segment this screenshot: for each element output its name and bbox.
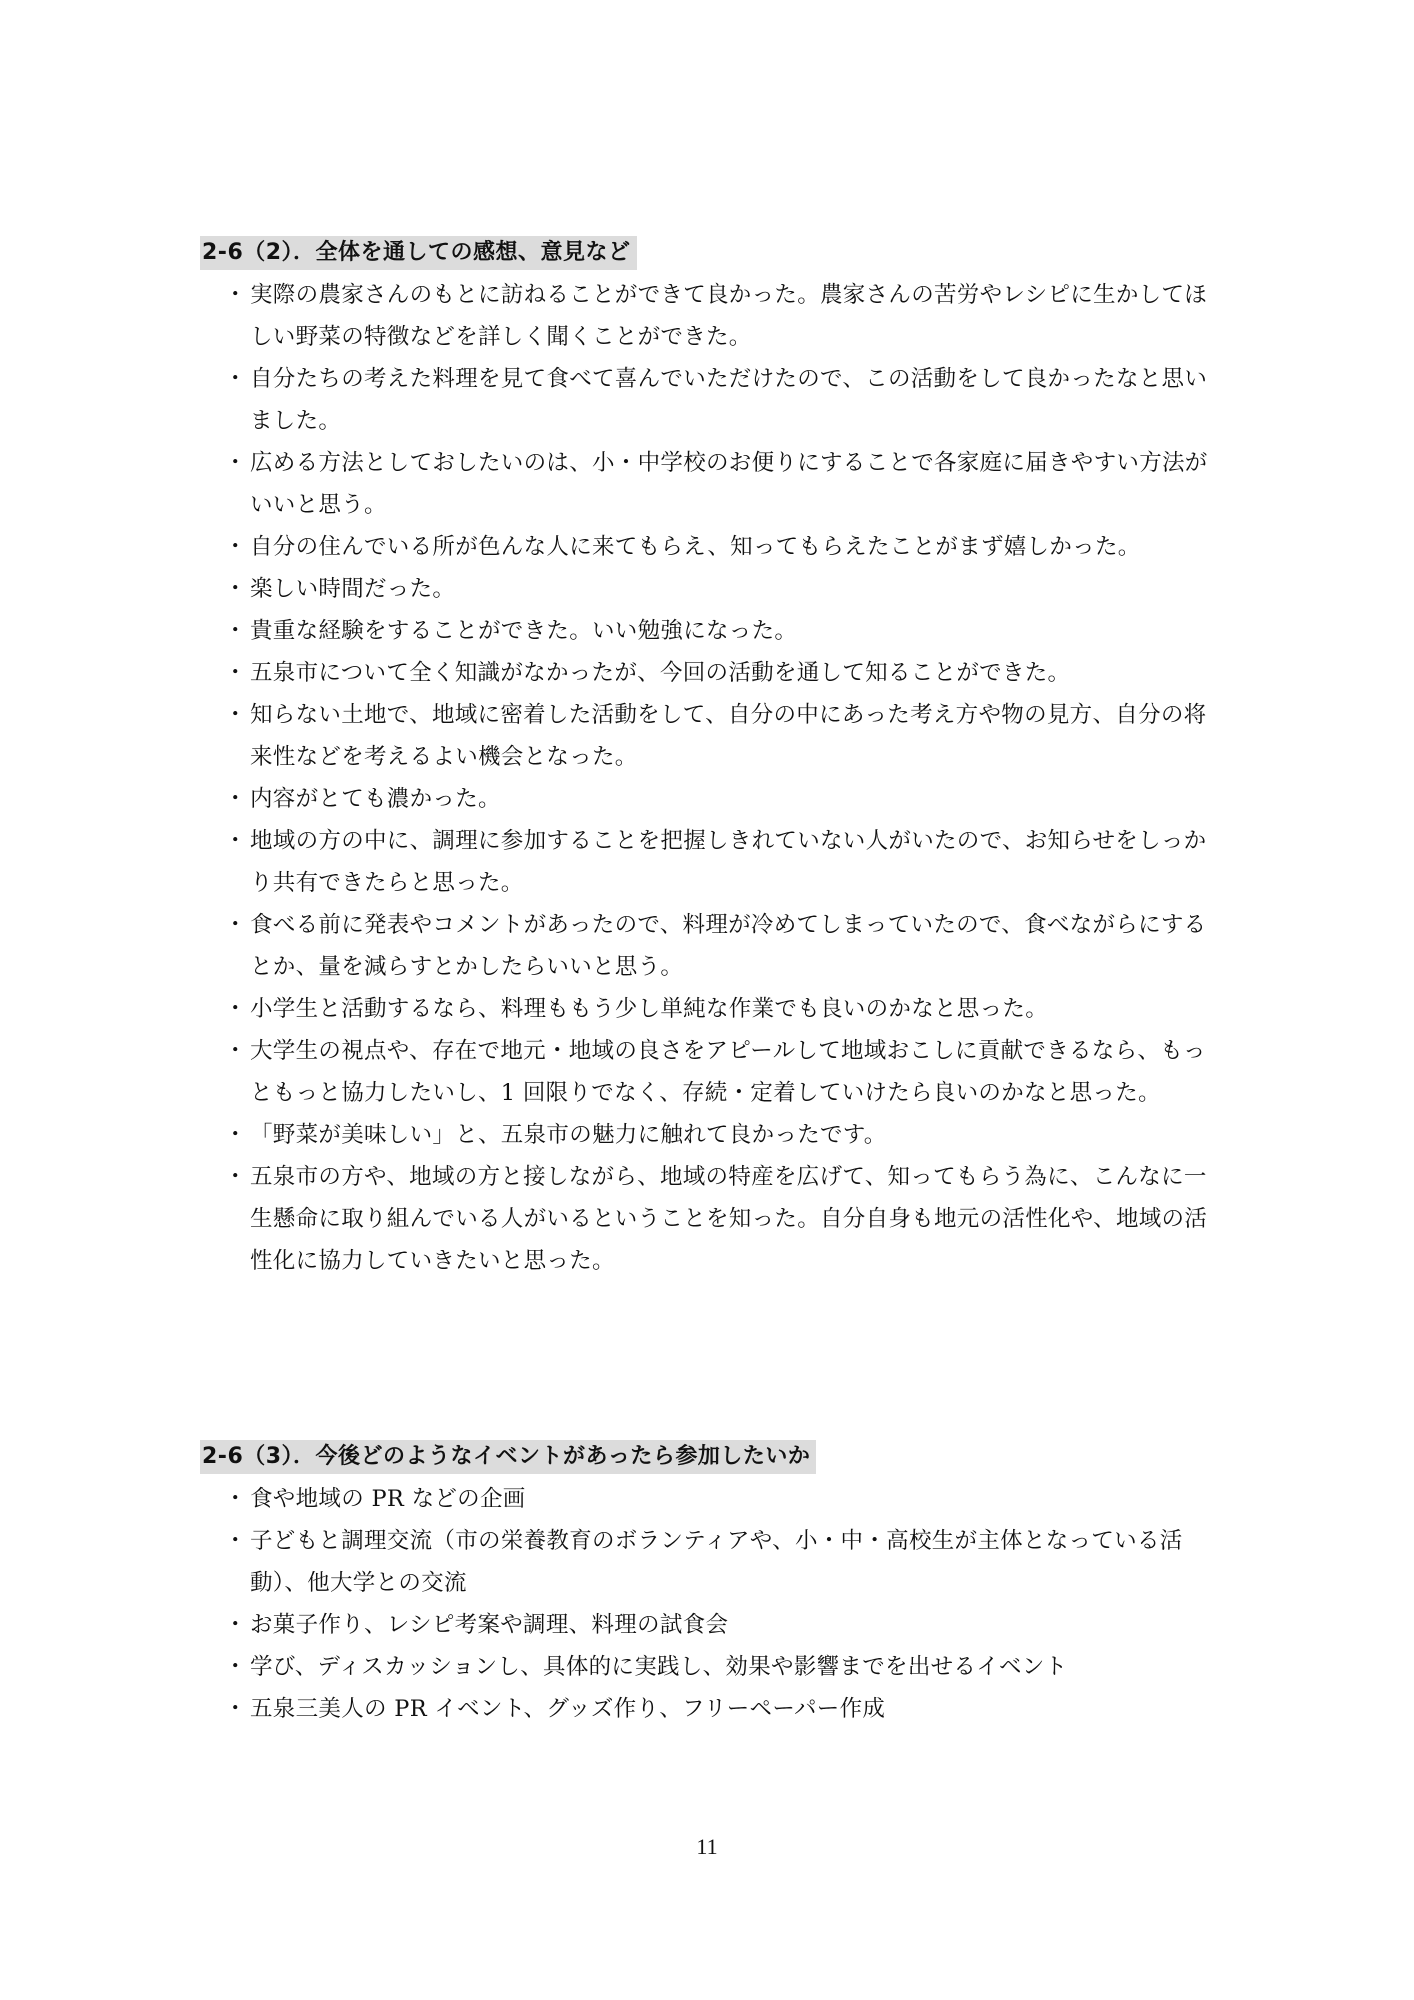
bullet-mark: ・ [224,702,247,728]
section-future-events [200,1440,1220,1730]
list-item-text: 五泉市について全く知識がなかったが、今回の活動を通して知ることができた。 [250,660,1071,686]
bullet-mark: ・ [224,996,247,1022]
list-item [220,820,1220,904]
list-item [220,1478,1220,1520]
list-item [220,568,1220,610]
list-item [220,1030,1220,1114]
list-item-text: 楽しい時間だった。 [250,576,456,602]
list-item [220,904,1220,988]
list-item-text: 実際の農家さんのもとに訪ねることができて良かった。農家さんの苦労やレシピに生かしてほしい野菜の特徴などを詳しく聞くことができた。 [250,282,1208,350]
bullet-mark: ・ [224,660,247,686]
bullet-mark: ・ [224,366,247,392]
list-item-text: 大学生の視点や、存在で地元・地域の良さをアピールして地域おこしに貢献できるなら、もっともっと協力したいし、1 回限りでなく、存続・定着していけたら良いのかなと思った。 [250,1038,1206,1106]
list-item-text: 五泉市の方や、地域の方と接しながら、地域の特産を広げて、知ってもらう為に、こんなに一生懸命に取り組んでいる人がいるということを知った。自分自身も地元の活性化や、地域の活性化に協力していきたいと思った。 [250,1164,1208,1274]
bullet-mark: ・ [224,282,247,308]
list-item-text: 五泉三美人の PR イベント、グッズ作り、フリーペーパー作成 [250,1696,886,1722]
bullet-mark: ・ [224,1122,247,1148]
list-item-text: 自分たちの考えた料理を見て食べて喜んでいただけたので、この活動をして良かったなと思いました。 [250,366,1208,434]
bullet-mark: ・ [224,1486,247,1512]
bullet-mark: ・ [224,450,247,476]
list-item [220,1604,1220,1646]
list-item-text: 食や地域の PR などの企画 [250,1486,526,1512]
list-item-text: 学び、ディスカッションし、具体的に実践し、効果や影響までを出せるイベント [250,1654,1068,1680]
list-item-text: 広める方法としておしたいのは、小・中学校のお便りにすることで各家庭に届きやすい方法がいいと思う。 [250,450,1208,518]
section-heading: 2-6（2）．全体を通しての感想、意見など [200,236,637,270]
list-item [220,526,1220,568]
bullet-mark: ・ [224,534,247,560]
bullet-mark: ・ [224,576,247,602]
list-item [220,610,1220,652]
list-item [220,1156,1220,1282]
list-item [220,1114,1220,1156]
list-item-text: 知らない土地で、地域に密着した活動をして、自分の中にあった考え方や物の見方、自分の将来性などを考えるよい機会となった。 [250,702,1207,770]
bullet-mark: ・ [224,786,247,812]
bullet-mark: ・ [224,1164,247,1190]
bullet-mark: ・ [224,1696,247,1722]
list-item-text: 食べる前に発表やコメントがあったので、料理が冷めてしまっていたので、食べながらにするとか、量を減らすとかしたらいいと思う。 [250,912,1207,980]
section-impressions [200,236,1220,1282]
future-events-list [200,1478,1220,1730]
bullet-mark: ・ [224,618,247,644]
list-item-text: 「野菜が美味しい」と、五泉市の魅力に触れて良かったです。 [250,1122,887,1148]
bullet-mark: ・ [224,828,247,854]
list-item-text: 内容がとても濃かった。 [250,786,501,812]
list-item [220,358,1220,442]
bullet-mark: ・ [224,912,247,938]
bullet-mark: ・ [224,1528,247,1554]
list-item-text: 子どもと調理交流（市の栄養教育のボランティアや、小・中・高校生が主体となっている活動）、他大学との交流 [250,1528,1183,1596]
list-item [220,652,1220,694]
impressions-list [200,274,1220,1282]
bullet-mark: ・ [224,1654,247,1680]
list-item-text: 自分の住んでいる所が色んな人に来てもらえ、知ってもらえたことがまず嬉しかった。 [250,534,1141,560]
list-item [220,1520,1220,1604]
list-item [220,778,1220,820]
list-item-text: 小学生と活動するなら、料理ももう少し単純な作業でも良いのかなと思った。 [250,996,1049,1022]
list-item [220,988,1220,1030]
page-number: 11 [696,1834,718,1859]
list-item-text: お菓子作り、レシピ考案や調理、料理の試食会 [250,1612,729,1638]
list-item-text: 貴重な経験をすることができた。いい勉強になった。 [250,618,798,644]
section-heading: 2-6（3）．今後どのようなイベントがあったら参加したいか [200,1440,816,1474]
bullet-mark: ・ [224,1038,247,1064]
list-item [220,694,1220,778]
list-item [220,1646,1220,1688]
list-item [220,1688,1220,1730]
list-item [220,274,1220,358]
list-item [220,442,1220,526]
bullet-mark: ・ [224,1612,247,1638]
list-item-text: 地域の方の中に、調理に参加することを把握しきれていない人がいたので、お知らせをしっかり共有できたらと思った。 [250,828,1207,896]
